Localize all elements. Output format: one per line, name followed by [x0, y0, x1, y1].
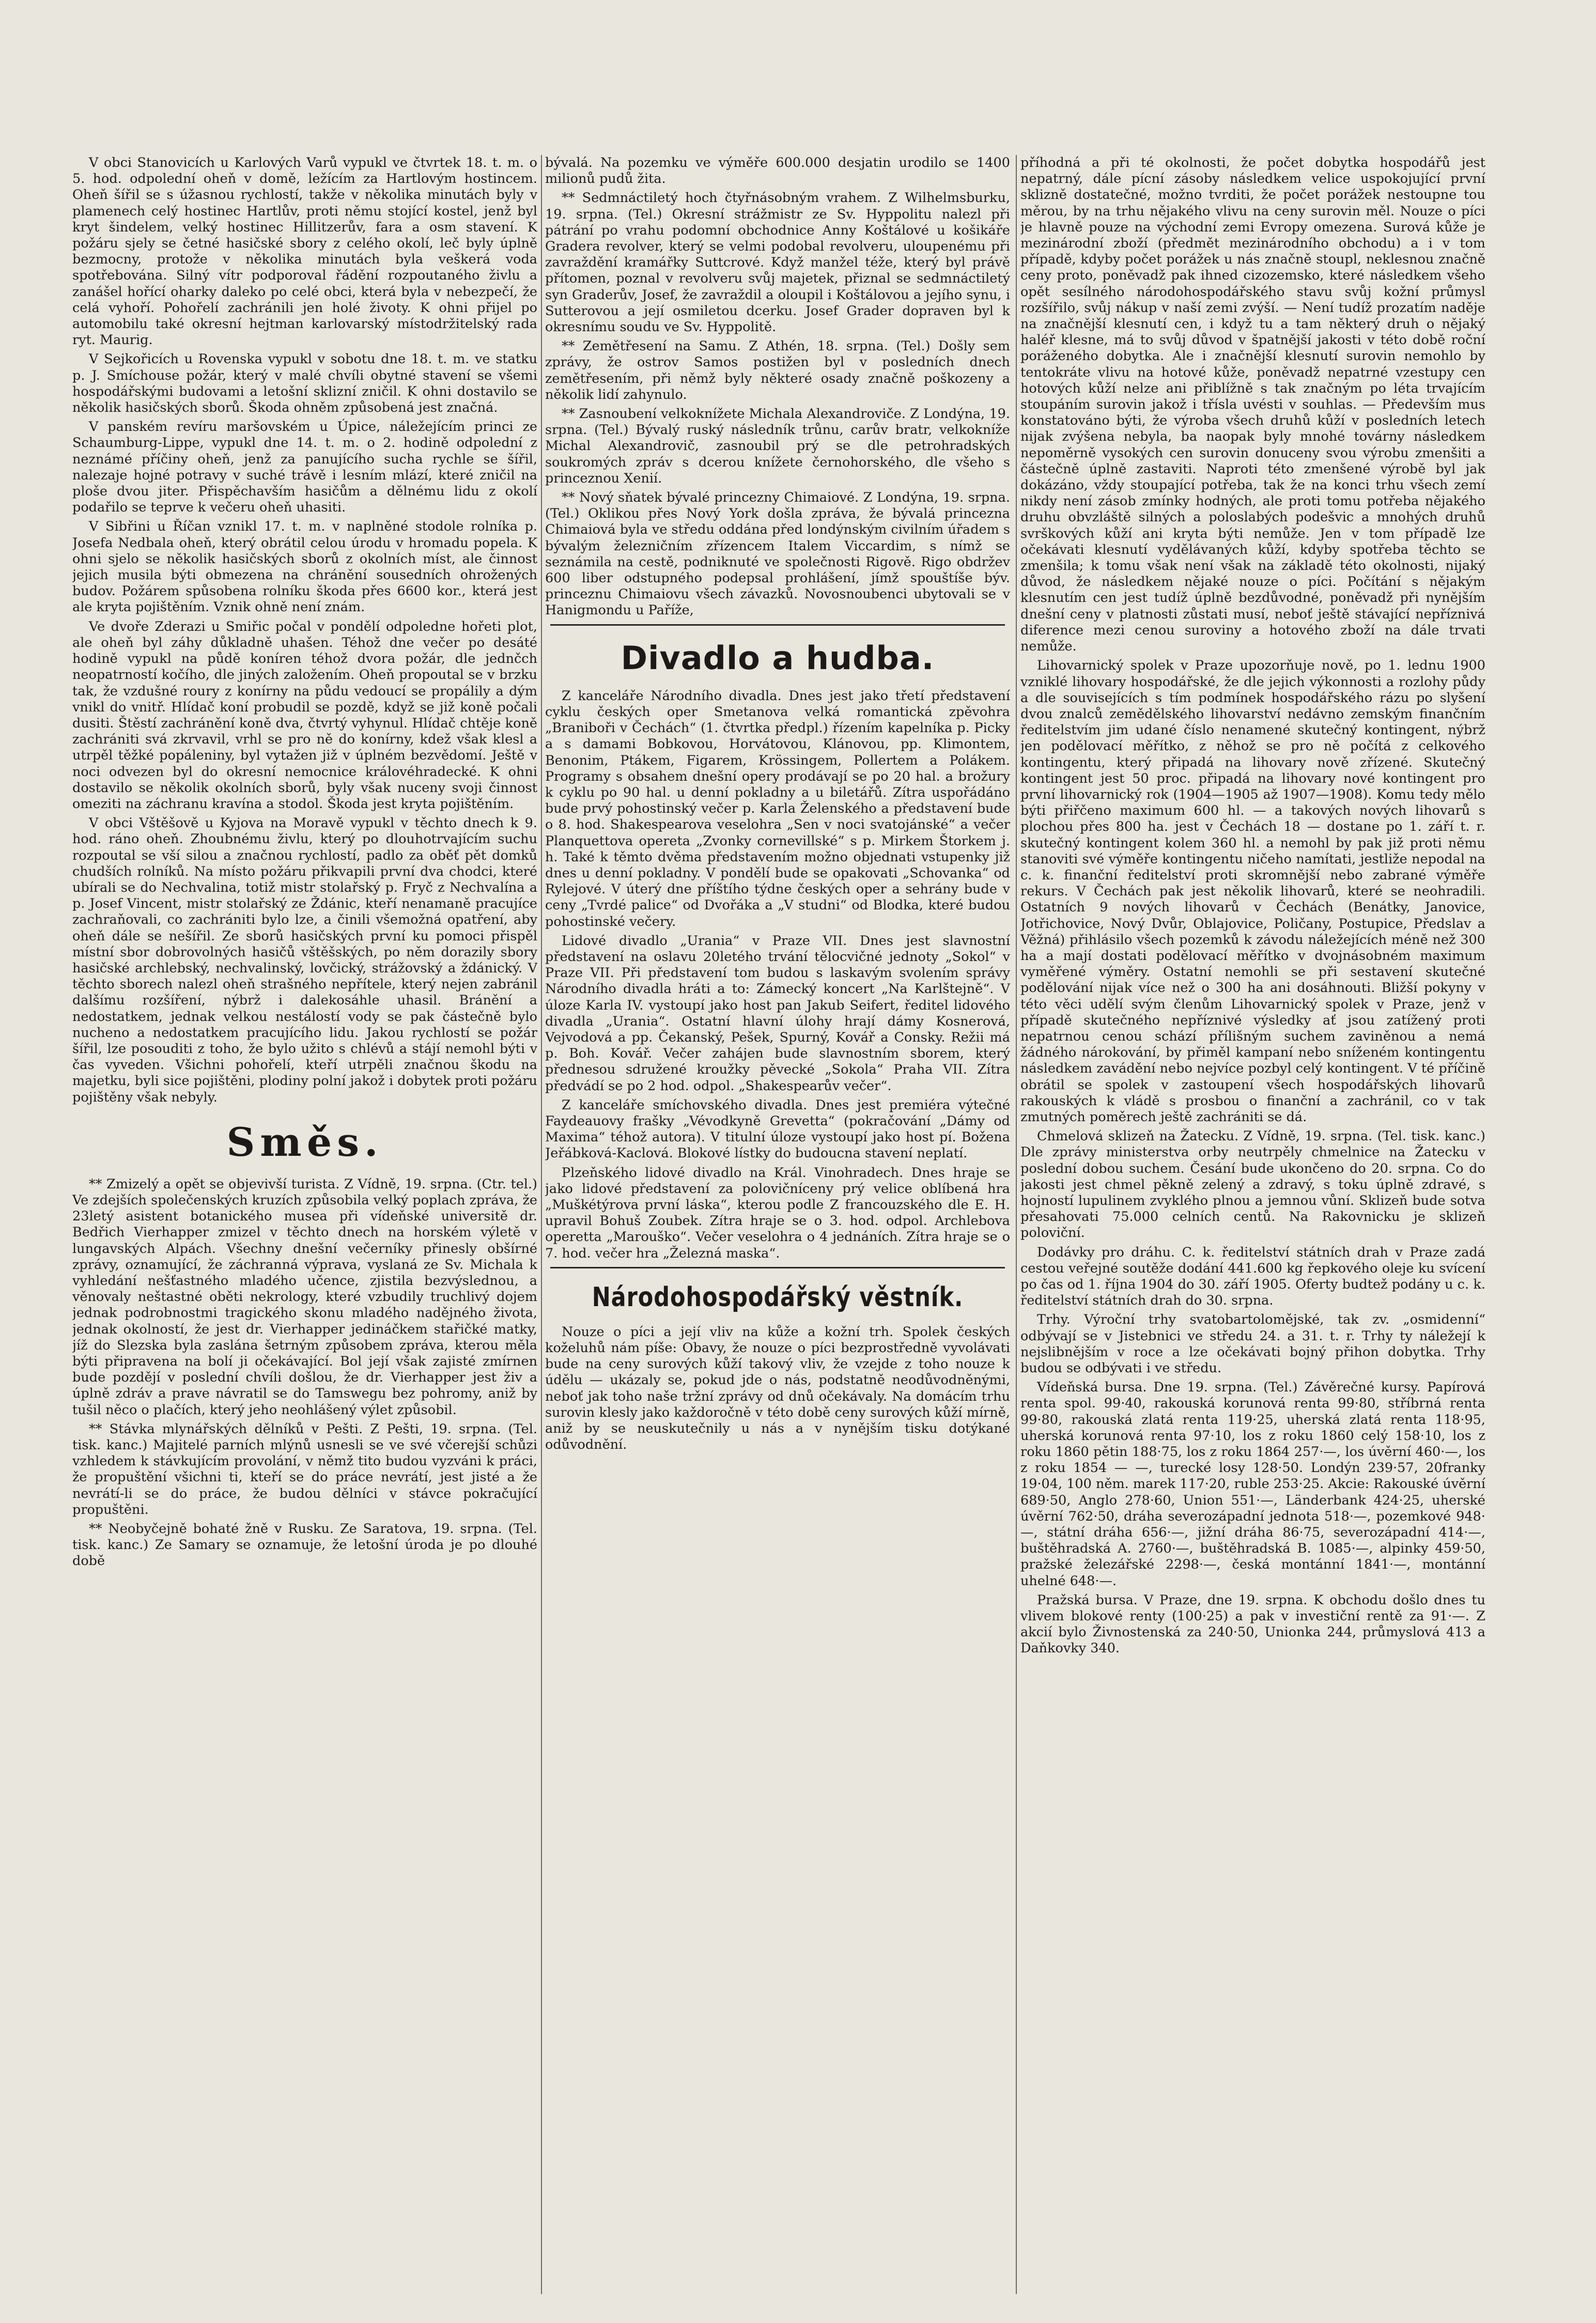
article-vstesov-fire: V obci Vštěšově u Kyjova na Moravě vypukl v těchto dnech k 9. hod. ráno oheň. Zhoubnému živlu, který po dlouhotrvajícím suchu rozpoutal se vší silou a značnou rychlostí, padlo za oběť pět domků chudších rolníků. Na místo požáru přikvapili první dva chodci, které ubírali se do Nechvalina, totiž mistr stolařský p. Fryč z Nechvalína a p. Josef Vincent, mistr stolařský ze Ždánic, kteří nenamaně pracujíce zachraňovali, co zachrániti bylo lze, a činili všemožná opatření, aby oheň dále se nešířil. Ze sborů hasičských první ku pomoci přispěl místní sbor dobrovolných hasičů vštěšských, po něm dorazily sbory hasičské archlebský, nechvalinský, lovčický, strážovský a ždánický. V těchto sborech nalezl oheň strašného nepřítele, který nejen zabránil dalšímu rozšíření, nýbrž i dalekosáhle uhasil. Bránění a nedostatkem, jednak velkou nestálostí vody se pak částečně bylo nucheno a nedostatkem pracujícího lidu. Jakou rychlostí se požár šířil, lze posouditi z toho, že bylo užito s chlévů a stájí nemohl býti v čas vyveden. Všichni pohořelí, kteří utrpěli značnou škodu na majetku, byli sice pojištěni, plodiny polní jakož i dobytek proti požáru pojištěny však nebyly. — [72, 815, 537, 1105]
article-prague-exchange: Pražská bursa. V Praze, dne 19. srpna. K obchodu došlo dnes tu vlivem blokové renty (100·25) a pak v investiční rentě za 91·—. Z akcií bylo Živnostenská za 240·50, Unionka 244, průmyslová 413 a Daňkovky 340. — [1020, 1592, 1485, 1656]
article-stanovice-fire: V obci Stanovicích u Karlových Varů vypukl ve čtvrtek 18. t. m. o 5. hod. odpolední oheň v domě, ležícím za Hartlovým hostincem. Oheň šířil se s úžasnou rychlostí, takže v několika minutách byly v plamenech celý hostinec Hartlův, proti němu stojící kostel, jenž byl kryt šindelem, velký hostinec Hillitzerův, fara a osm stavení. K požáru sjely se četné hasičské sbory z celého okolí, leč byly úplně bezmocny, protože v několika minutách byla veškerá voda spotřebována. Silný vítr podporoval řádění rozpoutaného živlu a zanášel hořící oharky daleko po celé obci, která byla v nebezpečí, že celá vyhoří. Pohořelí zachránili jen holé životy. K ohni přijel po automobilu také okresní hejtman karlovarský místodržitelský rada ryt. Maurig. — [72, 155, 537, 348]
article-railway-supplies: Dodávky pro dráhu. C. k. ředitelství státních drah v Praze zadá cestou veřejné soutěže dodání 441.600 kg řepkového oleje ku svícení po čas od 1. října 1904 do 30. září 1905. Oferty budtež podány u c. k. ředitelství státních drah do 30. srpna. — [1020, 1244, 1485, 1309]
section-title-narodohospodarsky: Národohospodářský věstník. — [592, 1281, 964, 1313]
article-smichov-theatre: Z kanceláře smíchovského divadla. Dnes jest premiéra výtečné Faydeauovy frašky „Vévodkyně Grevetta“ (pokračování „Dámy od Maxima“ téhož autora). V titulní úloze vystoupí jako host pí. Božena Jeřábková-Kaclová. Blokové lístky do budoucna stavení neplatí. — [545, 1097, 1010, 1162]
article-russia-harvest-cont: bývalá. Na pozemku ve výměře 600.000 desjatin urodilo se 1400 milionů pudů žita. — [545, 155, 1010, 187]
article-samos-earthquake: ** Zemětřesení na Samu. Z Athén, 18. srpna. (Tel.) Došly sem zprávy, že ostrov Samos postižen byl v posledních dnech zemětřesením, při němž byly některé osady značně poškozeny a několik lidí zahynulo. — [545, 338, 1010, 402]
article-national-theatre: Z kanceláře Národního divadla. Dnes jest jako třetí představení cyklu českých oper Smetanova velká romantická zpěvohra „Braniboři v Čechách“ (1. čtvrtka předpl.) řízením kapelníka p. Picky a s damami Bobkovou, Horvátovou, Klánovou, pp. Klimontem, Benonim, Ptákem, Figarem, Krössingem, Pollertem a Polákem. Programy s obsahem dnešní opery prodávají se po 20 hal. a brožury k cyklu po 90 hal. u denní pokladny a u biletářů. Zítra uspořádáno bude prvý pohostinský večer p. Karla Želenského a představení bude o 8. hod. Shakespearova veselohra „Sen v noci svatojánské“ a večer Planquettova opereta „Zvonky cornevillské“ s p. Mirkem Štorkem j. h. Také k těmto dvěma představením možno objednati vstupenky již dnes u denní pokladny. V pondělí bude se opakovati „Schovanka“ od Rylejové. V úterý dne příštího týdne českých oper a sehrány bude v ceny „Tvrdé palice“ od Dvořáka a „V studni“ od Blodka, které budou pohostinské večery. — [545, 688, 1010, 930]
article-hop-harvest: Chmelová sklizeň na Žatecku. Z Vídně, 19. srpna. (Tel. tisk. kanc.) Dle zprávy ministerstva orby neutrpěly chmelnice na Žatecku v poslední dobou suchem. Česání bude ukončeno do 20. srpna. Co do jakosti jest chmel pěkně zelený a zdravý, s toku úplně zdravé, s hojností lupulinem zvyklého plnou a jemnou vůní. Sklizeň bude sotva přesahovati 75.000 celních centů. Na Rakovnicku je sklizeň poloviční. — [1020, 1128, 1485, 1241]
article-vinohrady-theatre: Plzeňského lidové divadlo na Král. Vinohradech. Dnes hraje se jako lidové představení za polovičníceny prý velice oblíbená hra „Muškétýrova první láska“, kterou podle Z francouzského dle E. H. upravil Bohuš Zoubek. Zítra hraje se o 3. hod. odpol. Archlebova operetta „Marouško“. Večer veselohra o 4 jednáních. Zítra hraje se o 7. hod. večer hra „Železná maska“. — [545, 1165, 1010, 1261]
article-missing-tourist: ** Zmizelý a opět se objevivší turista. Z Vídně, 19. srpna. (Ctr. tel.) Ve zdejších společenských kruzích způsobila velký poplach zpráva, že 23letý asistent botanického musea při vídeňské universitě dr. Bedřich Vierhapper zmizel v těchto dnech na horském výletě v lungavských Alpách. Všechny dnešní večerníky přinesly obšírné zprávy, oznamující, že záchranná výprava, vyslaná ze Sv. Michala k vyhledání nešťastného mladého učence, zjistila bezvýslednou, a věnovaly neštastné oběti nekrology, které vzbudily truchlivý dojem jednak podrobnostmi tragického skonu mladého nadějného života, jednak okolností, že jest dr. Vierhapper jedináčkem stařičké matky, jíž do Slezska byla zaslána šetrným způsobem zpráva, kterou měla býti připravena na bolí ji očekávající. Bol její však zajisté zmírnen bude pozdějí v poslední chvíli došlou, že dr. Vierhapper jest živ a úplně zdráv a prave návratil se do Tamswegu bez pohromy, aniž by tušil něco o plačích, který jeho neohlášený výlet způsobil. — [72, 1176, 537, 1418]
column-divider-1 — [541, 155, 542, 2294]
article-leather-market: Nouze o píci a její vliv na kůže a kožní trh. Spolek českých koželuhů nám píše: Obavy, že nouze o píci bezprostředně vyvolávati bude na ceny surových kůží takový vliv, že vzejde z toho nouze k údělu — ukázaly se, pokud jde o nás, podstatně neodůvodněnými, neboť jak toho naše tržní zprávy od dnů očekávaly. Na domácím trhu surovin klesly jako každoročně v této době ceny surových kůží mírně, aniž by se neuskutečnily u nás a v nynějším tisku dotýkané odůvodnění. — [545, 1324, 1010, 1453]
column-divider-2 — [1016, 155, 1017, 2294]
section-rule — [550, 624, 1005, 626]
article-chimay-marriage: ** Nový sňatek bývalé princezny Chimaiové. Z Londýna, 19. srpna. (Tel.) Oklikou přes Nový York došla zpráva, že bývalá princezna Chimaiová byla ve středu oddána před londýnským civilním úřadem s bývalým železničním zřízencem Italem Viccardim, s nímž se seznámila na cestě, podniknuté ve společnosti Rigově. Rigo obdržev 600 liber odstupného podepsal prohlášení, jímž spouštíše býv. princeznu Chimaiovu všech závazků. Novosnoubenci ubytovali se v Hanigmondu u Paříže, — [545, 490, 1010, 618]
article-markets: Trhy. Výroční trhy svatobartolomějské, tak zv. „osmidenní“ odbývají se v Jistebnici ve středu 24. a 31. t. r. Trhy ty náležejí k nejslibnějším v roce a lze očekávati bojný přihon dobytka. Trhy budou se odbývati i ve středu. — [1020, 1312, 1485, 1376]
middle-column — [545, 155, 1010, 2294]
article-sibrin-fire: V Sibřini u Říčan vznikl 17. t. m. v naplněné stodole rolníka p. Josefa Nedbala oheň, který obrátil celou úrodu v hromadu popela. K ohni sjelo se několik hasičských sborů z okolních míst, ale činnost jejich musila býti obmezena na chránění sousedních ohrožených budov. Požárem spůsobena rolníku škoda přes 6600 kor., která jest ale kryta pojištěním. Vznik ohně není znám. — [72, 519, 537, 615]
right-column — [1020, 155, 1485, 2294]
article-vienna-exchange: Vídeňská bursa. Dne 19. srpna. (Tel.) Závěrečné kursy. Papírová renta spol. 99·40, rakouská korunová renta 99·80, stříbrná renta 99·80, rakouská zlatá renta 119·25, uherská zlatá renta 118·95, uherská korunová renta 97·10, los z roku 1860 celý 158·10, los z roku 1860 pětin 188·75, los z roku 1864 257·—, los úvěrní 460·—, los z roku 1854 — —, turecké losy 128·50. Londýn 239·57, 20franky 19·04, 100 něm. marek 117·20, ruble 253·25. Akcie: Rakouské úvěrní 689·50, Anglo 278·60, Union 551·—, Länderbank 424·25, uherské úvěrní 762·50, dráha severozápadní jednota 518·—, pozemkové 948·—, státní dráha 656·—, jižní dráha 86·75, severozápadní 414·—, buštěhradská A. 2760·—, buštěhradská B. 1085·—, alpinky 459·50, pražské železářské 2298·—, česká montánní 1841·—, montánní uhelné 648·—. — [1020, 1380, 1485, 1589]
article-marsov-forest-fire: V panském revíru maršovském u Úpice, náležejícím princi ze Schaumburg-Lippe, vypukl dne 14. t. m. o 2. hodině odpolední z neznámé příčiny oheň, jenž za panujícího sucha rychle se šířil, nalezaje hojné potravy v suché trávě i lesním mlází, které zničil na ploše dvou jiter. Přispěchavším hasičům a dělnému lidu z okolí podařilo se teprve k večeru oheň uhasiti. — [72, 419, 537, 516]
section-title-divadlo: Divadlo a hudba. — [621, 639, 935, 677]
article-russia-harvest: ** Neobyčejně bohaté žně v Rusku. Ze Saratova, 19. srpna. (Tel. tisk. kanc.) Ze Samary se oznamuje, že letošní úroda je po dlouhé době — [72, 1521, 537, 1569]
article-wilhelmsburg-murder: ** Sedmnáctiletý hoch čtyřnásobným vrahem. Z Wilhelmsburku, 19. srpna. (Tel.) Okresní strážmistr ze Sv. Hyppolitu nalezl při pátrání po vrahu podomní obchodnice Anny Koštálové u košikáře Gradera revolver, který se velmi podobal revolveru, uloupenému při zavraždění kramářky Suttcrové. Když manžel téže, který byl právě přítomen, poznal v revolveru svůj majetek, přiznal se sedmnáctiletý syn Graderův, Josef, že zavraždil a oloupil i Koštálovou a jejího synu, i Sutterovou a její osmiletou dcerku. Josef Grader dopraven byl k okresnímu soudu ve Sv. Hyppolitě. — [545, 190, 1010, 335]
left-column — [72, 155, 537, 2294]
article-leather-market-cont: příhodná a při té okolnosti, že počet dobytka hospodářů jest nepatrný, dále pícní zásoby následkem velice uspokojující první sklizně dostatečné, možno tvrditi, že počet porážek nestoupne tou měrou, by na trhu nějakého vlivu na ceny surovin měl. Nouze o píci je hlavně pouze na východní zemi Evropy omezena. Surová kůže je mezinárodní zboží (předmět mezinárodního obchodu) a i v tom případě, kdyby počet porážek u nás značně stoupl, neklesnou značně ceny proto, poněvadž pak ihned cizozemsko, které následkem všeho opět sesílného národohospodářského stavu svůj kožní průmysl rozšířilo, svůj nákup v naší zemi zvýší. — Není tudíž prozatím naděje na značnější klesnutí cen, i když tu a tam některý druh o nějaký haléř klesne, má to svůj důvod v špatnější jakosti v této době roční poráženého dobytka. Ale i značnější klesnutí surovin nemohlo by tentokráte vlivu na hotové kůže, poněvadž nepatrné vzestupy cen hotových kůží nelze ani přiblížně s tak značným po léta trvajícím stoupáním surovin jakož i třísla uvésti v souhlas. — Především mus konstatováno býti, že výroba všech druhů kůží v posledních letech nijak zvýšena nebyla, ba naopak byly mnohé továrny následkem nepoměrně vysokých cen surovin donuceny svou výrobu zmenšiti a částečně úplně zastaviti. Naproti této zmenšené výrobě byl jak dokázáno, vždy stoupající potřeba, tak že na konci trhu všech zemí nikdy není zásob zmínky hodných, ale proti tomu potřeba nějakého druhu obvzláště silných a poloslabých podešvic a mnohých druhů svrškových kůží ani kryta býti nemůže. Jen v tom případě lze očekávati klesnutí vydělávaných kůží, kdyby spotřeba těchto se zmenšila; k tomu však není však na základě této okolnosti, nijaký důvod, že následkem nějaké nouze o píci. Počítání s nějakým klesnutím cen jest tudíž úplně bezdůvodné, poněvadž při nynějším dnešní ceny v platnosti zůstati musí, neboť ještě stávající nepříznivá diference mezi cenou suroviny a hotového zboží na dále trvati nemůže. — [1020, 155, 1485, 655]
article-grand-duke-engagement: ** Zasnoubení velkoknížete Michala Alexandroviče. Z Londýna, 19. srpna. (Tel.) Bývalý ruský následník trůnu, carův bratr, velkokníže Michal Alexandrovič, zasnoubil prý se dle petrohradských soukromých zpráv s dcerou knížete černohorského, dle všeho s princeznou Xenií. — [545, 406, 1010, 486]
article-distillery-association: Lihovarnický spolek v Praze upozorňuje nově, po 1. lednu 1900 vzniklé lihovary hospodářské, že dle jejich výkonnosti a rozlohy půdy a dle souvisejících s tím podmínek hospodářského rázu po slyšení dvou znalců zemědělského lihovarství nedávno zemským finančním ředitelstvím jim udané číslo nenamené skutečný kontingent, nýbrž jen podělovací měřítko, z něhož se pro ně počítá z celkového kontingentu, který připadá na lihovary nově zřízené. Skutečný kontingent jest 50 proc. připadá na lihovary nové kontingent pro první lihovarnický rok (1904—1905 až 1907—1908). Komu tedy mělo býti přiřčeno maximum 600 hl. — a takových nových lihovarů s plochou přes 800 ha. jest v Čechách 18 — dostane po 1. září t. r. skutečný kontingent kolem 360 hl. a nemohl by pak již proti němu stanoviti své výměře kontingentu ničeho namítati, jestliže nepodal na c. k. finanční ředitelství proti skromnější nebo zabrané výměře rekurs. V Čechách pak jest několik lihovarů, které se neohradili. Ostatních 9 nových lihovarů v Čechách (Benátky, Janovice, Jotřichovice, Nový Dvůr, Oblajovice, Poličany, Postupice, Předslav a Věžná) přihlásilo všech pozemků k závodu náležejících méně než 300 ha a mají dostati podělovací měřítko v dvojnásobném maximum vyměřené výměry. Ostatní nemohli se při sestavení skutečné podělování nijak více než o 300 ha ani dosáhnouti. Bližší pokyny v této věci udělí svým členům Lihovarnický spolek v Praze, jenž v případě skutečného nepříznivé výsledky ať jsou zatížený proti nepatrnou cenou schází přílišným suchem zaviněnou a nemá žádného nárokování, by přiměl kampaní nebo sníženém kontingentu následkem zavádění nebo nejvíce pozbyl celý kontingent. V té příčině obrátil se spolek v zastoupení všech hospodářských lihovarů rakouských k vládě s prosbou o finanční a zachránil, co v tak zmutných poměrech ještě zachrániti se dá. — [1020, 658, 1485, 1125]
article-zderaz-fire: Ve dvoře Zderazi u Smiřic počal v pondělí odpoledne hořeti plot, ale oheň byl záhy důkladně uhašen. Téhož dne večer po desáté hodině vypukl na půdě koníren téhož dvora požár, dle jednčch neopatrností kočího, dle jiných založením. Oheň propoutal se v brzku tak, že vzdušné roury z konírny na půdu vedoucí se propálily a dým vnikl do vnitř. Hlídač koní probudil se pozdě, když se již koně počali dusiti. Štěstí zachránění koně dva, čtvrtý vyhynul. Hlídač chtěje koně zachrániti svá zkrvavil, vrhl se pro ně do konírny, kdež však klesl a utrpěl těžké popáleniny, byl vytažen již v úplném bezvědomí. Ještě v noci odvezen byl do okresní nemocnice královéhradecké. K ohni dostavilo se několik okolních sborů, byly však nuceny svoji činnost omeziti na záchranu kravína a stodol. Škoda jest kryta pojištěním. — [72, 618, 537, 812]
article-sejkorice-fire: V Sejkořicích u Rovenska vypukl v sobotu dne 18. t. m. ve statku p. J. Smíchouse požár, který v malé chvíli obytné stavení se všemi hospodářskými budovami a letošní sklizní zničil. K ohni dostavilo se několik hasičských sborů. Škoda ohněm způsobená jest značná. — [72, 351, 537, 416]
article-urania-theatre: Lidové divadlo „Urania“ v Praze VII. Dnes jest slavnostní představení na oslavu 20letého trvání tělocvičné jednoty „Sokol“ v Praze VII. Při představení tom budou s laskavým svolením správy Národního divadla hráti a to: Zámecký koncert „Na Karlštejně“. V úloze Karla IV. vystoupí jako host pan Jakub Seifert, ředitel lidového divadla „Urania“. Ostatní hlavní úlohy hrají dámy Kosnerová, Vejvodová a pp. Čekanský, Pešek, Spurný, Kovář a Consky. Režii má p. Boh. Kovář. Večer zahájen bude slavnostním sborem, který přednesou sdružené kroužky pěvecké „Sokola“ Praha VII. Zítra předvádí se po 2 hod. odpol. „Shakespearův večer“. — [545, 933, 1010, 1094]
section-rule — [550, 1267, 1005, 1268]
article-mill-strike: ** Stávka mlynářských dělníků v Pešti. Z Pešti, 19. srpna. (Tel. tisk. kanc.) Majitelé parních mlýnů usnesli se ve své včerejší schůzi vzhledem k stávkujícím provolání, v němž tito budou vyzváni k práci, že propuštění všichni ti, kteří se do práce nevrátí, jest jisté a že nevrátí-li se do práce, že budou dělníci v stávce pokračující propuštěni. — [72, 1421, 537, 1517]
section-title-smes: Směs. — [226, 1119, 383, 1165]
